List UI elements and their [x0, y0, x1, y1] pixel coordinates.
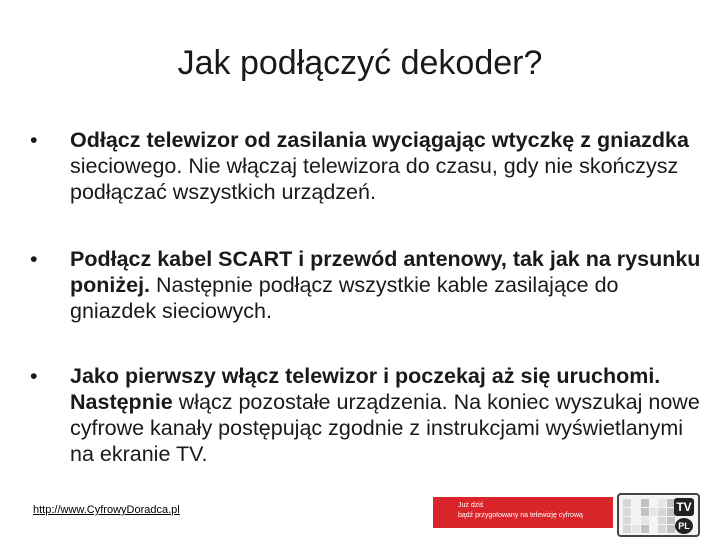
footer-website-link[interactable]: http://www.CyfrowyDoradca.pl: [33, 504, 180, 516]
bullet-bold-text: Jako pierwszy włącz telewizor i poczekaj aż się uruchomi. Następnie: [70, 364, 661, 414]
logo-pl-badge: PL: [675, 518, 693, 534]
logo-pixel-grid-icon: [623, 499, 675, 533]
logo-tv-badge: TV: [674, 498, 694, 516]
bullet-normal-text: sieciowego. Nie włączaj telewizora do czasu, gdy nie skończysz podłączać wszystkich urządzeń.: [70, 154, 679, 204]
bullet-dot-icon: •: [30, 247, 38, 271]
bullet-text-3: [70, 363, 710, 467]
bullet-text-1: [70, 127, 710, 205]
bullet-normal-text: włącz pozostałe urządzenia. Na koniec wyszukaj nowe cyfrowe kanały postępując zgodnie z instrukcjami wyświetlanymi na ekranie TV.: [70, 390, 700, 466]
bullet-normal-text: Następnie podłącz wszystkie kable zasilające do gniazdek sieciowych.: [70, 273, 619, 323]
bullet-text-2: [70, 246, 710, 324]
banner-line-2: bądź przygotowany na telewizję cyfrową: [458, 512, 583, 519]
banner-line-1: Już dziś: [458, 502, 484, 509]
bullet-dot-icon: •: [30, 128, 38, 152]
promo-banner: [433, 497, 613, 528]
page-title: Jak podłączyć dekoder?: [177, 44, 543, 82]
bullet-dot-icon: •: [30, 364, 38, 388]
bullet-bold-text: Podłącz kabel SCART i przewód antenowy, tak jak na rysunku poniżej.: [70, 247, 701, 297]
cyfrowa-tv-logo: [617, 493, 700, 537]
bullet-bold-text: Odłącz telewizor od zasilania wyciągając wtyczkę z gniazdka: [70, 128, 689, 152]
